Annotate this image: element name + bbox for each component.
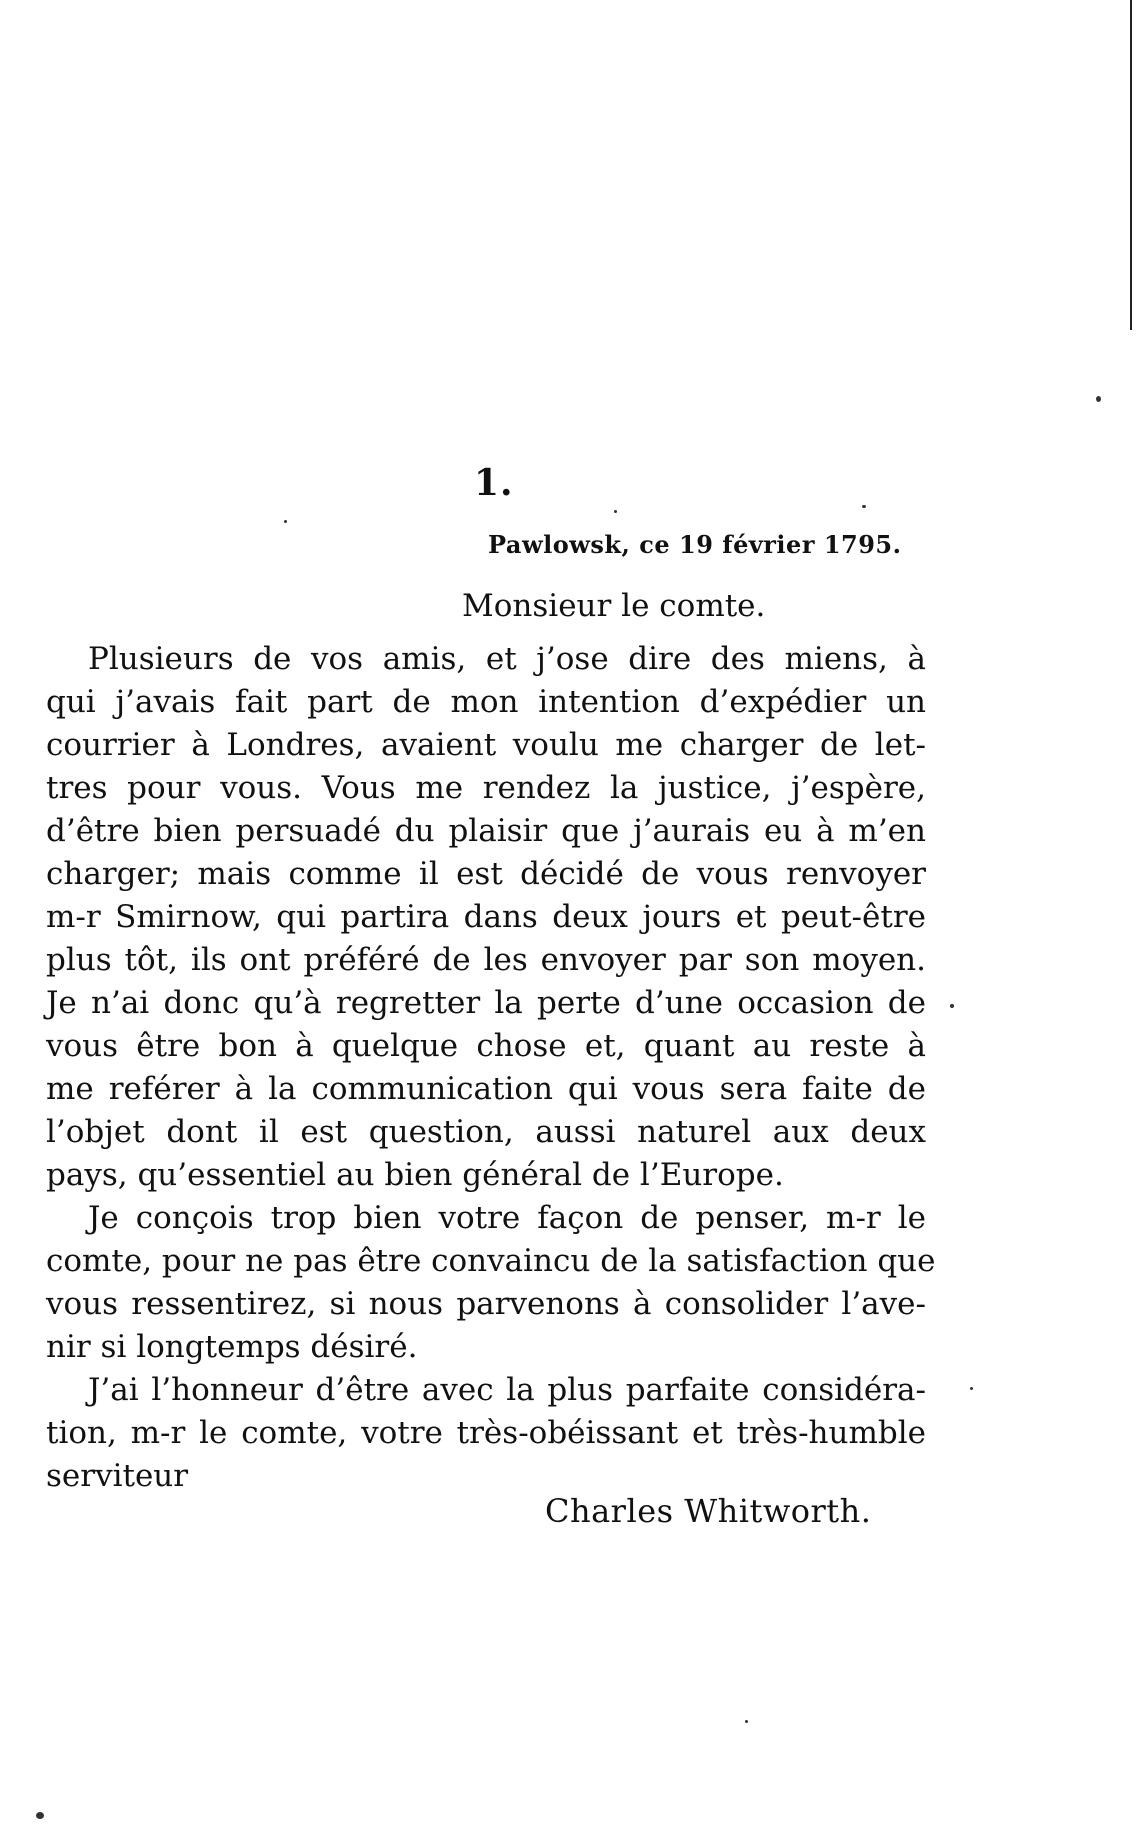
body-line: J’ai l’honneur d’être avec la plus parfaite considéra- [88, 1372, 926, 1408]
body-line: vous ressentirez, si nous parvenons à consolider l’ave- [46, 1286, 926, 1322]
scan-speck [284, 520, 287, 523]
body-line: Je conçois trop bien votre façon de penser, m-r le [88, 1200, 926, 1236]
body-line: comte, pour ne pas être convaincu de la satisfaction que [46, 1243, 936, 1279]
body-line: qui j’avais fait part de mon intention d’expédier un [46, 684, 926, 720]
scan-speck [1096, 396, 1101, 402]
body-line: m-r Smirnow, qui partira dans deux jours et peut-être [46, 899, 926, 935]
body-line: Je n’ai donc qu’à regretter la perte d’une occasion de [46, 985, 926, 1021]
scan-speck [614, 510, 617, 513]
signature: Charles Whitworth. [545, 1492, 872, 1530]
body-line: serviteur [46, 1458, 189, 1494]
scan-speck [745, 1720, 748, 1723]
scan-speck [970, 1387, 973, 1390]
page-edge-rule [1130, 0, 1132, 330]
body-line: tion, m-r le comte, votre très-obéissant et très-humble [46, 1415, 926, 1451]
scan-speck [36, 1812, 44, 1819]
body-line: l’objet dont il est question, aussi naturel aux deux [46, 1114, 926, 1150]
scan-speck [950, 1004, 954, 1008]
salutation: Monsieur le comte. [462, 588, 766, 624]
letter-number: 1. [474, 462, 514, 504]
body-line: tres pour vous. Vous me rendez la justice, j’espère, [46, 770, 926, 806]
body-line: vous être bon à quelque chose et, quant au reste à [46, 1028, 926, 1064]
body-line: charger; mais comme il est décidé de vous renvoyer [46, 856, 926, 892]
body-line: Plusieurs de vos amis, et j’ose dire des miens, à [88, 641, 926, 677]
letter-body [46, 638, 936, 1498]
dateline: Pawlowsk, ce 19 février 1795. [488, 530, 902, 559]
body-line: nir si longtemps désiré. [46, 1329, 418, 1365]
body-line: plus tôt, ils ont préféré de les envoyer par son moyen. [46, 942, 926, 978]
body-line: courrier à Londres, avaient voulu me charger de let- [46, 727, 926, 763]
body-line: me reférer à la communication qui vous sera faite de [46, 1071, 926, 1107]
body-line: d’être bien persuadé du plaisir que j’aurais eu à m’en [46, 813, 926, 849]
body-line: pays, qu’essentiel au bien général de l’Europe. [46, 1157, 784, 1193]
scan-speck [862, 505, 866, 508]
